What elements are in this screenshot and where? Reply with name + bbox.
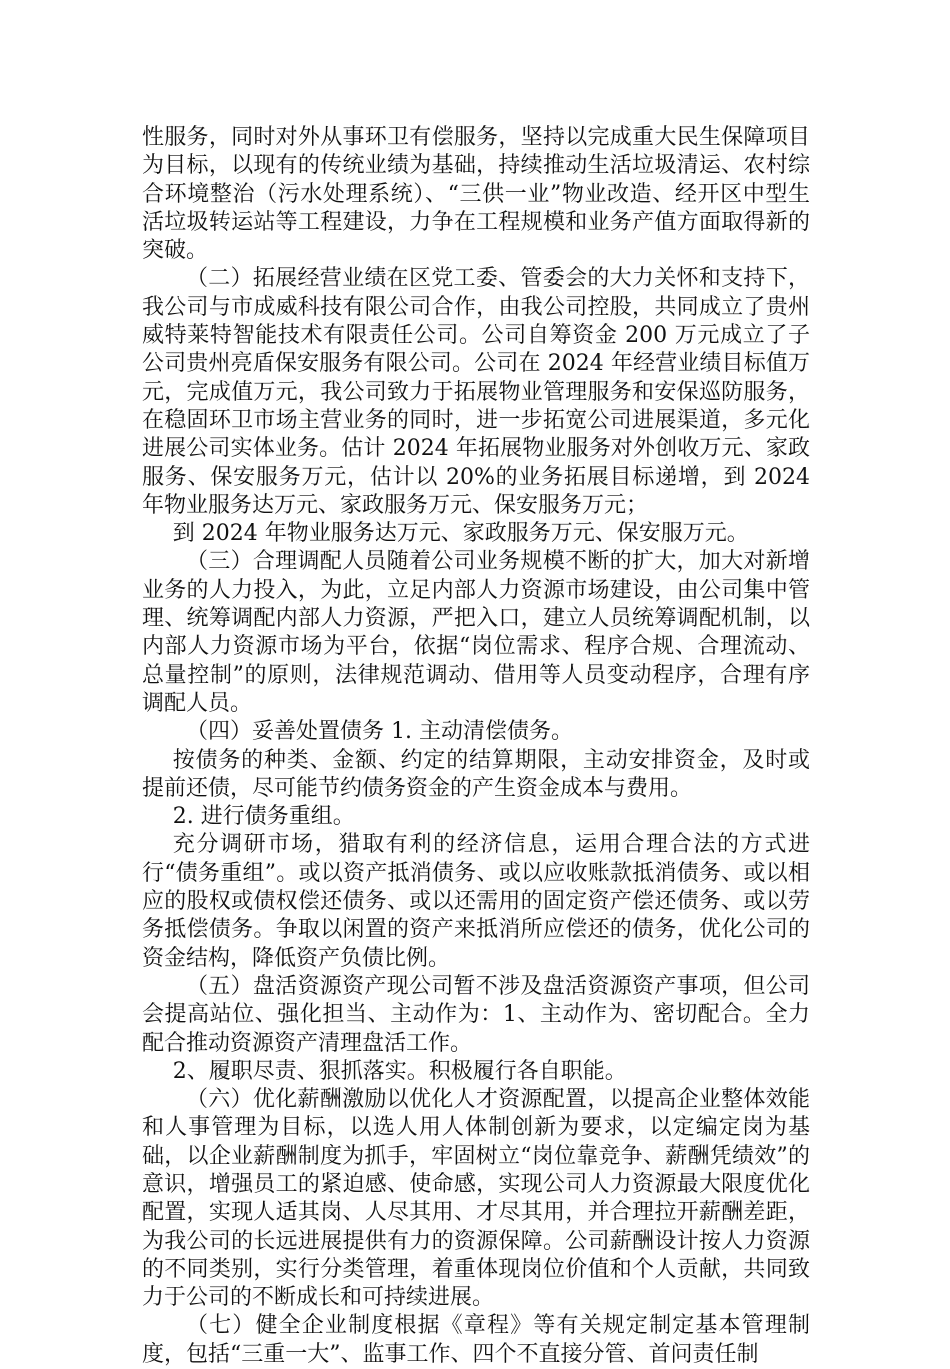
paragraph-section-2: （二）拓展经营业绩在区党工委、管委会的大力关怀和支持下，我公司与市成威科技有限公司合作，由我公司控股，共同成立了贵州威特莱特智能技术有限责任公司。公司自筹资金 200 万元成立了子公司贵州亮盾保安服务有限公司。公司在 2024 年经营业绩目标值万元，完成值万元，我公司致力于拓展物业管理服务和安保巡防服务，在稳固环卫市场主营业务的同时，进一步拓宽公司进展渠道，多元化进展公司实体业务。估计 2024 年拓展物业服务对外创收万元、家政服务、保安服务万元，估计以 20%的业务拓展目标递增，到 2024 年物业服务达万元、家政服务万元、保安服务万元；: [142, 266, 810, 518]
paragraph-section-5-item-2: 2、履职尽责、狠抓落实。积极履行各自职能。: [172, 1058, 627, 1084]
paragraph-section-6: （六）优化薪酬激励以优化人才资源配置，以提高企业整体效能和人事管理为目标，以选人用人体制创新为要求，以定编定岗为基础，以企业薪酬制度为抓手，牢固树立“岗位靠竞争、薪酬凭绩效”的意识，增强员工的紧迫感、使命感，实现公司人力资源最大限度优化配置，实现人适其岗、人尽其用、才尽其用，并合理拉开薪酬差距，为我公司的长远进展提供有力的资源保障。公司薪酬设计按人力资源的不同类别，实行分类管理，着重体现岗位价值和个人贡献，共同致力于公司的不断成长和可持续进展。: [142, 1087, 810, 1311]
paragraph-section-5: （五）盘活资源资产现公司暂不涉及盘活资源资产事项，但公司会提高站位、强化担当、主动作为：1、主动作为、密切配合。全力配合推动资源资产清理盘活工作。: [142, 973, 810, 1056]
document-page: [142, 124, 810, 1369]
paragraph-section-7: （七）健全企业制度根据《章程》等有关规定制定基本管理制度，包括“三重一大”、监事工作、四个不直接分管、首问责任制: [142, 1313, 810, 1367]
paragraph-continuation: 性服务，同时对外从事环卫有偿服务，坚持以完成重大民生保障项目为目标，以现有的传统业绩为基础，持续推动生活垃圾清运、农村综合环境整治（污水处理系统）、“三供一业”物业改造、经开区中型生活垃圾转运站等工程建设，力争在工程规模和业务产值方面取得新的突破。: [142, 125, 810, 264]
paragraph-section-2-note: 到 2024 年物业服务达万元、家政服务万元、保安服万元。: [172, 521, 749, 547]
paragraph-section-4: （四）妥善处置债务 1. 主动清偿债务。: [186, 719, 573, 745]
paragraph-section-4-item-2-title: 2. 进行债务重组。: [172, 804, 355, 830]
paragraph-section-4-item-2: 充分调研市场，猎取有利的经济信息，运用合理合法的方式进行“债务重组”。或以资产抵消债务、或以应收账款抵消债务、或以相应的股权或债权偿还债务、或以还需用的固定资产偿还债务、或以劳务抵偿债务。争取以闲置的资产来抵消所应偿还的债务，优化公司的资金结构，降低资产负债比例。: [142, 832, 810, 971]
paragraph-section-4-item-1: 按债务的种类、金额、约定的结算期限，主动安排资金，及时或提前还债，尽可能节约债务资金的产生资金成本与费用。: [142, 747, 810, 801]
paragraph-section-3: （三）合理调配人员随着公司业务规模不断的扩大，加大对新增业务的人力投入，为此，立足内部人力资源市场建设，由公司集中管理、统筹调配内部人力资源，严把入口，建立人员统筹调配机制，以内部人力资源市场为平台，依据“岗位需求、程序合规、合理流动、总量控制”的原则，法律规范调动、借用等人员变动程序，合理有序调配人员。: [142, 549, 810, 716]
